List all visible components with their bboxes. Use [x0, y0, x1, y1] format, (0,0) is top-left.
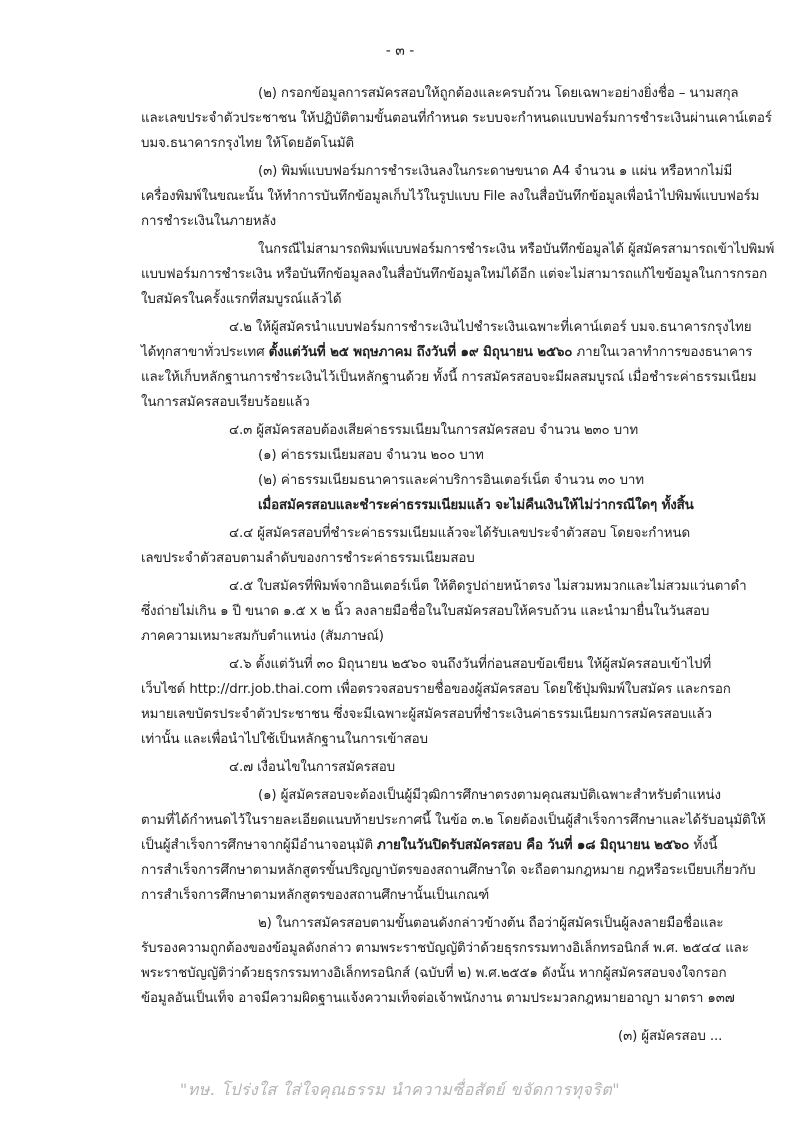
text-line: (๒) กรอกข้อมูลการสมัครสอบให้ถูกต้องและครบถ้วน โดยเฉพาะอย่างยิ่งชื่อ – นามสกุล	[258, 86, 739, 101]
text-line	[141, 343, 781, 363]
no-refund-notice: เมื่อสมัครสอบและชำระค่าธรรมเนียมแล้ว จะไม่คืนเงินให้ไม่ว่ากรณีใดๆ ทั้งสิ้น	[258, 498, 694, 513]
text-line: ในกรณีไม่สามารถพิมพ์แบบฟอร์มการชำระเงิน หรือบันทึกข้อมูลได้ ผู้สมัครสามารถเข้าไปพิมพ์	[258, 242, 775, 257]
text-line: และเลขประจำตัวประชาชน ให้ปฏิบัติตามขั้นตอนที่กำหนด ระบบจะกำหนดแบบฟอร์มการชำระเงินผ่านเคาน์เตอร์	[141, 111, 772, 126]
text-line: ในการสมัครสอบเรียบร้อยแล้ว	[141, 395, 310, 410]
text-line: (๓) พิมพ์แบบฟอร์มการชำระเงินลงในกระดาษขนาด A4 จำนวน ๑ แผ่น หรือหากไม่มี	[258, 164, 733, 179]
text-line: ภาคความเหมาะสมกับตำแหน่ง (สัมภาษณ์)	[141, 629, 384, 644]
text-run: ทั้งนี้	[689, 838, 718, 853]
text-line: ใบสมัครในครั้งแรกที่สมบูรณ์แล้วได้	[141, 292, 342, 307]
text-line: ๔.๒ ให้ผู้สมัครนำแบบฟอร์มการชำระเงินไปชำระเงินเฉพาะที่เคาน์เตอร์ บมจ.ธนาคารกรุงไทย	[229, 320, 752, 335]
text-line: แบบฟอร์มการชำระเงิน หรือบันทึกข้อมูลลงในสื่อบันทึกข้อมูลใหม่ได้อีก แต่จะไม่สามารถแก้ไขข้อมูลในการกรอก	[141, 267, 768, 282]
page-number: - ๓ -	[385, 43, 415, 59]
text-line	[141, 836, 781, 856]
text-line: รับรองความถูกต้องของข้อมูลดังกล่าว ตามพระราชบัญญัติว่าด้วยธุรกรรมทางอิเล็กทรอนิกส์ พ.ศ. ๒๕๔๔ และ	[141, 941, 749, 956]
text-line: ซึ่งถ่ายไม่เกิน ๑ ปี ขนาด ๑.๕ x ๒ นิ้ว ลงลายมือชื่อในใบสมัครสอบให้ครบถ้วน และนำมายื่นในวันสอบ	[141, 604, 710, 619]
text-line: เครื่องพิมพ์ในขณะนั้น ให้ทำการบันทึกข้อมูลเก็บไว้ในรูปแบบ File ลงในสื่อบันทึกข้อมูลเพื่อนำไปพิมพ์แบบฟอร์ม	[141, 189, 760, 204]
text-line: ๔.๗ เงื่อนไขในการสมัครสอบ	[229, 760, 395, 775]
text-run: ได้ทุกสาขาทั่วประเทศ	[141, 345, 269, 360]
text-line: ตามที่ได้กำหนดไว้ในรายละเอียดแนบท้ายประกาศนี้ ในข้อ ๓.๒ โดยต้องเป็นผู้สำเร็จการศึกษาและได้รับอนุมัติให้	[141, 813, 766, 828]
text-line: พระราชบัญญัติว่าด้วยธุรกรรมทางอิเล็กทรอนิกส์ (ฉบับที่ ๒) พ.ศ.๒๕๕๑ ดังนั้น หากผู้สมัครสอบจงใจกรอก	[141, 966, 727, 981]
deadline-bold-text: ตั้งแต่วันที่ ๒๕ พฤษภาคม ถึงวันที่ ๑๙ มิถุนายน ๒๕๖๐	[268, 345, 573, 360]
text-run: เป็นผู้สำเร็จการศึกษาจากผู้มีอำนาจอนุมัติ	[141, 838, 378, 853]
text-line: และให้เก็บหลักฐานการชำระเงินไว้เป็นหลักฐานด้วย ทั้งนี้ การสมัครสอบจะมีผลสมบูรณ์ เมื่อชำระค่าธรรมเนียม	[141, 370, 757, 385]
text-line: การชำระเงินในภายหลัง	[141, 214, 276, 229]
deadline-bold-text: ภายในวันปิดรับสมัครสอบ คือ วันที่ ๑๘ มิถุนายน ๒๕๖๐	[377, 838, 690, 853]
text-run: ภายในเวลาทำการของธนาคาร	[572, 345, 753, 360]
text-line: บมจ.ธนาคารกรุงไทย ให้โดยอัตโนมัติ	[141, 136, 354, 151]
continuation-note: (๓) ผู้สมัครสอบ ...	[618, 1029, 723, 1044]
text-line: ๔.๖ ตั้งแต่วันที่ ๓๐ มิถุนายน ๒๕๖๐ จนถึงวันที่ก่อนสอบข้อเขียน ให้ผู้สมัครสอบเข้าไปที่	[229, 657, 712, 672]
text-line: (๑) ผู้สมัครสอบจะต้องเป็นผู้มีวุฒิการศึกษาตรงตามคุณสมบัติเฉพาะสำหรับตำแหน่ง	[258, 788, 721, 803]
text-line: ๔.๔ ผู้สมัครสอบที่ชำระค่าธรรมเนียมแล้วจะได้รับเลขประจำตัวสอบ โดยจะกำหนด	[229, 526, 690, 541]
text-line: ๔.๓ ผู้สมัครสอบต้องเสียค่าธรรมเนียมในการสมัครสอบ จำนวน ๒๓๐ บาท	[229, 423, 639, 438]
text-line: เท่านั้น และเพื่อนำไปใช้เป็นหลักฐานในการเข้าสอบ	[141, 732, 428, 747]
text-line: ๒) ในการสมัครสอบตามขั้นตอนดังกล่าวข้างต้น ถือว่าผู้สมัครเป็นผู้ลงลายมือชื่อและ	[258, 916, 724, 931]
text-line: (๒) ค่าธรรมเนียมธนาคารและค่าบริการอินเตอร์เน็ต จำนวน ๓๐ บาท	[258, 473, 644, 488]
text-line: ๔.๕ ใบสมัครที่พิมพ์จากอินเตอร์เน็ต ให้ติดรูปถ่ายหน้าตรง ไม่สวมหมวกและไม่สวมแว่นตาดำ	[229, 579, 747, 594]
text-line: การสำเร็จการศึกษาตามหลักสูตรขั้นปริญญาบัตรของสถานศึกษาใด จะถือตามกฎหมาย กฎหรือระเบียบเกี่ยวกับ	[141, 863, 756, 878]
website-line: เว็บไซต์ http://drr.job.thai.com เพื่อตรวจสอบรายชื่อของผู้สมัครสอบ โดยใช้ปุ่มพิมพ์ใบสมัคร และกรอก	[141, 682, 731, 697]
text-line: ข้อมูลอันเป็นเท็จ อาจมีความผิดฐานแจ้งความเท็จต่อเจ้าพนักงาน ตามประมวลกฎหมายอาญา มาตรา ๑๓๗	[141, 991, 735, 1006]
footer-slogan: "ทษ. โปร่งใส ใส่ใจคุณธรรม นำความซื่อสัตย์ ขจัดการทุจริต"	[179, 1080, 621, 1099]
text-line: หมายเลขบัตรประจำตัวประชาชน ซึ่งจะมีเฉพาะผู้สมัครสอบที่ชำระเงินค่าธรรมเนียมการสมัครสอบแล้ว	[141, 707, 712, 722]
text-line: เลขประจำตัวสอบตามลำดับของการชำระค่าธรรมเนียมสอบ	[141, 551, 475, 566]
text-line: (๑) ค่าธรรมเนียมสอบ จำนวน ๒๐๐ บาท	[258, 448, 484, 463]
text-line: การสำเร็จการศึกษาตามหลักสูตรของสถานศึกษานั้นเป็นเกณฑ์	[141, 888, 490, 903]
